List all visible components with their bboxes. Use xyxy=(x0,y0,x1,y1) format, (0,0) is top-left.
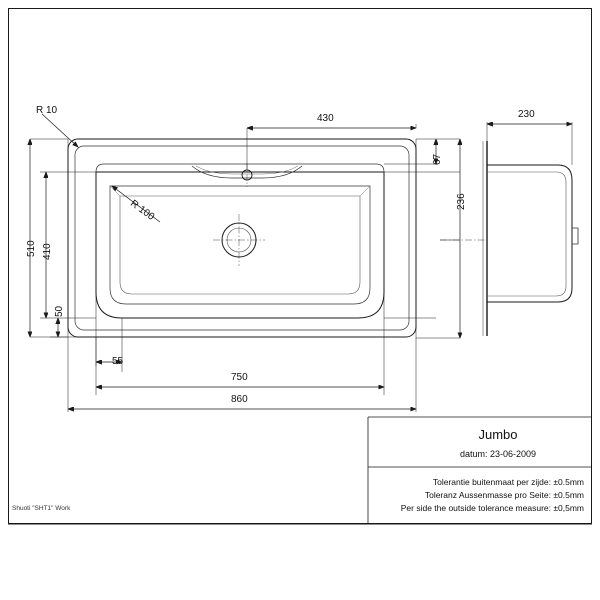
side-bowl-profile-inner xyxy=(487,172,566,296)
tolerance-note-en: Per side the outside tolerance measure: ±0,5mm xyxy=(400,503,584,513)
bowl-inner-wall xyxy=(110,186,370,304)
dim-label-r10: R 10 xyxy=(36,105,58,116)
dim-label-860: 860 xyxy=(231,394,248,405)
dim-label-750: 750 xyxy=(231,372,248,383)
leader-r10 xyxy=(42,114,78,147)
dim-label-410: 410 xyxy=(42,243,53,260)
drawing-date: datum: 23-06-2009 xyxy=(459,449,537,459)
dim-label-67: 67 xyxy=(432,153,443,165)
footer-note: Shuoti "SHT1" Work xyxy=(12,505,71,512)
dim-label-r100: R 100 xyxy=(128,198,157,223)
dim-label-430: 430 xyxy=(317,113,334,124)
bowl-deck-edge xyxy=(96,164,384,172)
dim-label-50: 50 xyxy=(54,305,65,317)
dim-label-236: 236 xyxy=(456,193,467,210)
tolerance-note-nl: Tolerantie buitenmaat per zijde: ±0.5mm xyxy=(432,477,584,487)
tolerance-note-de: Toleranz Aussenmasse pro Seite: ±0.5mm xyxy=(424,490,584,500)
side-drain-spigot xyxy=(572,228,578,244)
dim-label-510: 510 xyxy=(26,240,37,257)
bowl-corner-fold xyxy=(110,186,370,196)
bowl-bottom-outline xyxy=(120,196,360,294)
bowl-rim-outline xyxy=(96,172,384,318)
product-title: Jumbo xyxy=(478,427,518,442)
dim-label-230: 230 xyxy=(518,109,535,120)
side-bowl-profile xyxy=(487,165,572,302)
dim-label-55: 55 xyxy=(112,356,124,367)
